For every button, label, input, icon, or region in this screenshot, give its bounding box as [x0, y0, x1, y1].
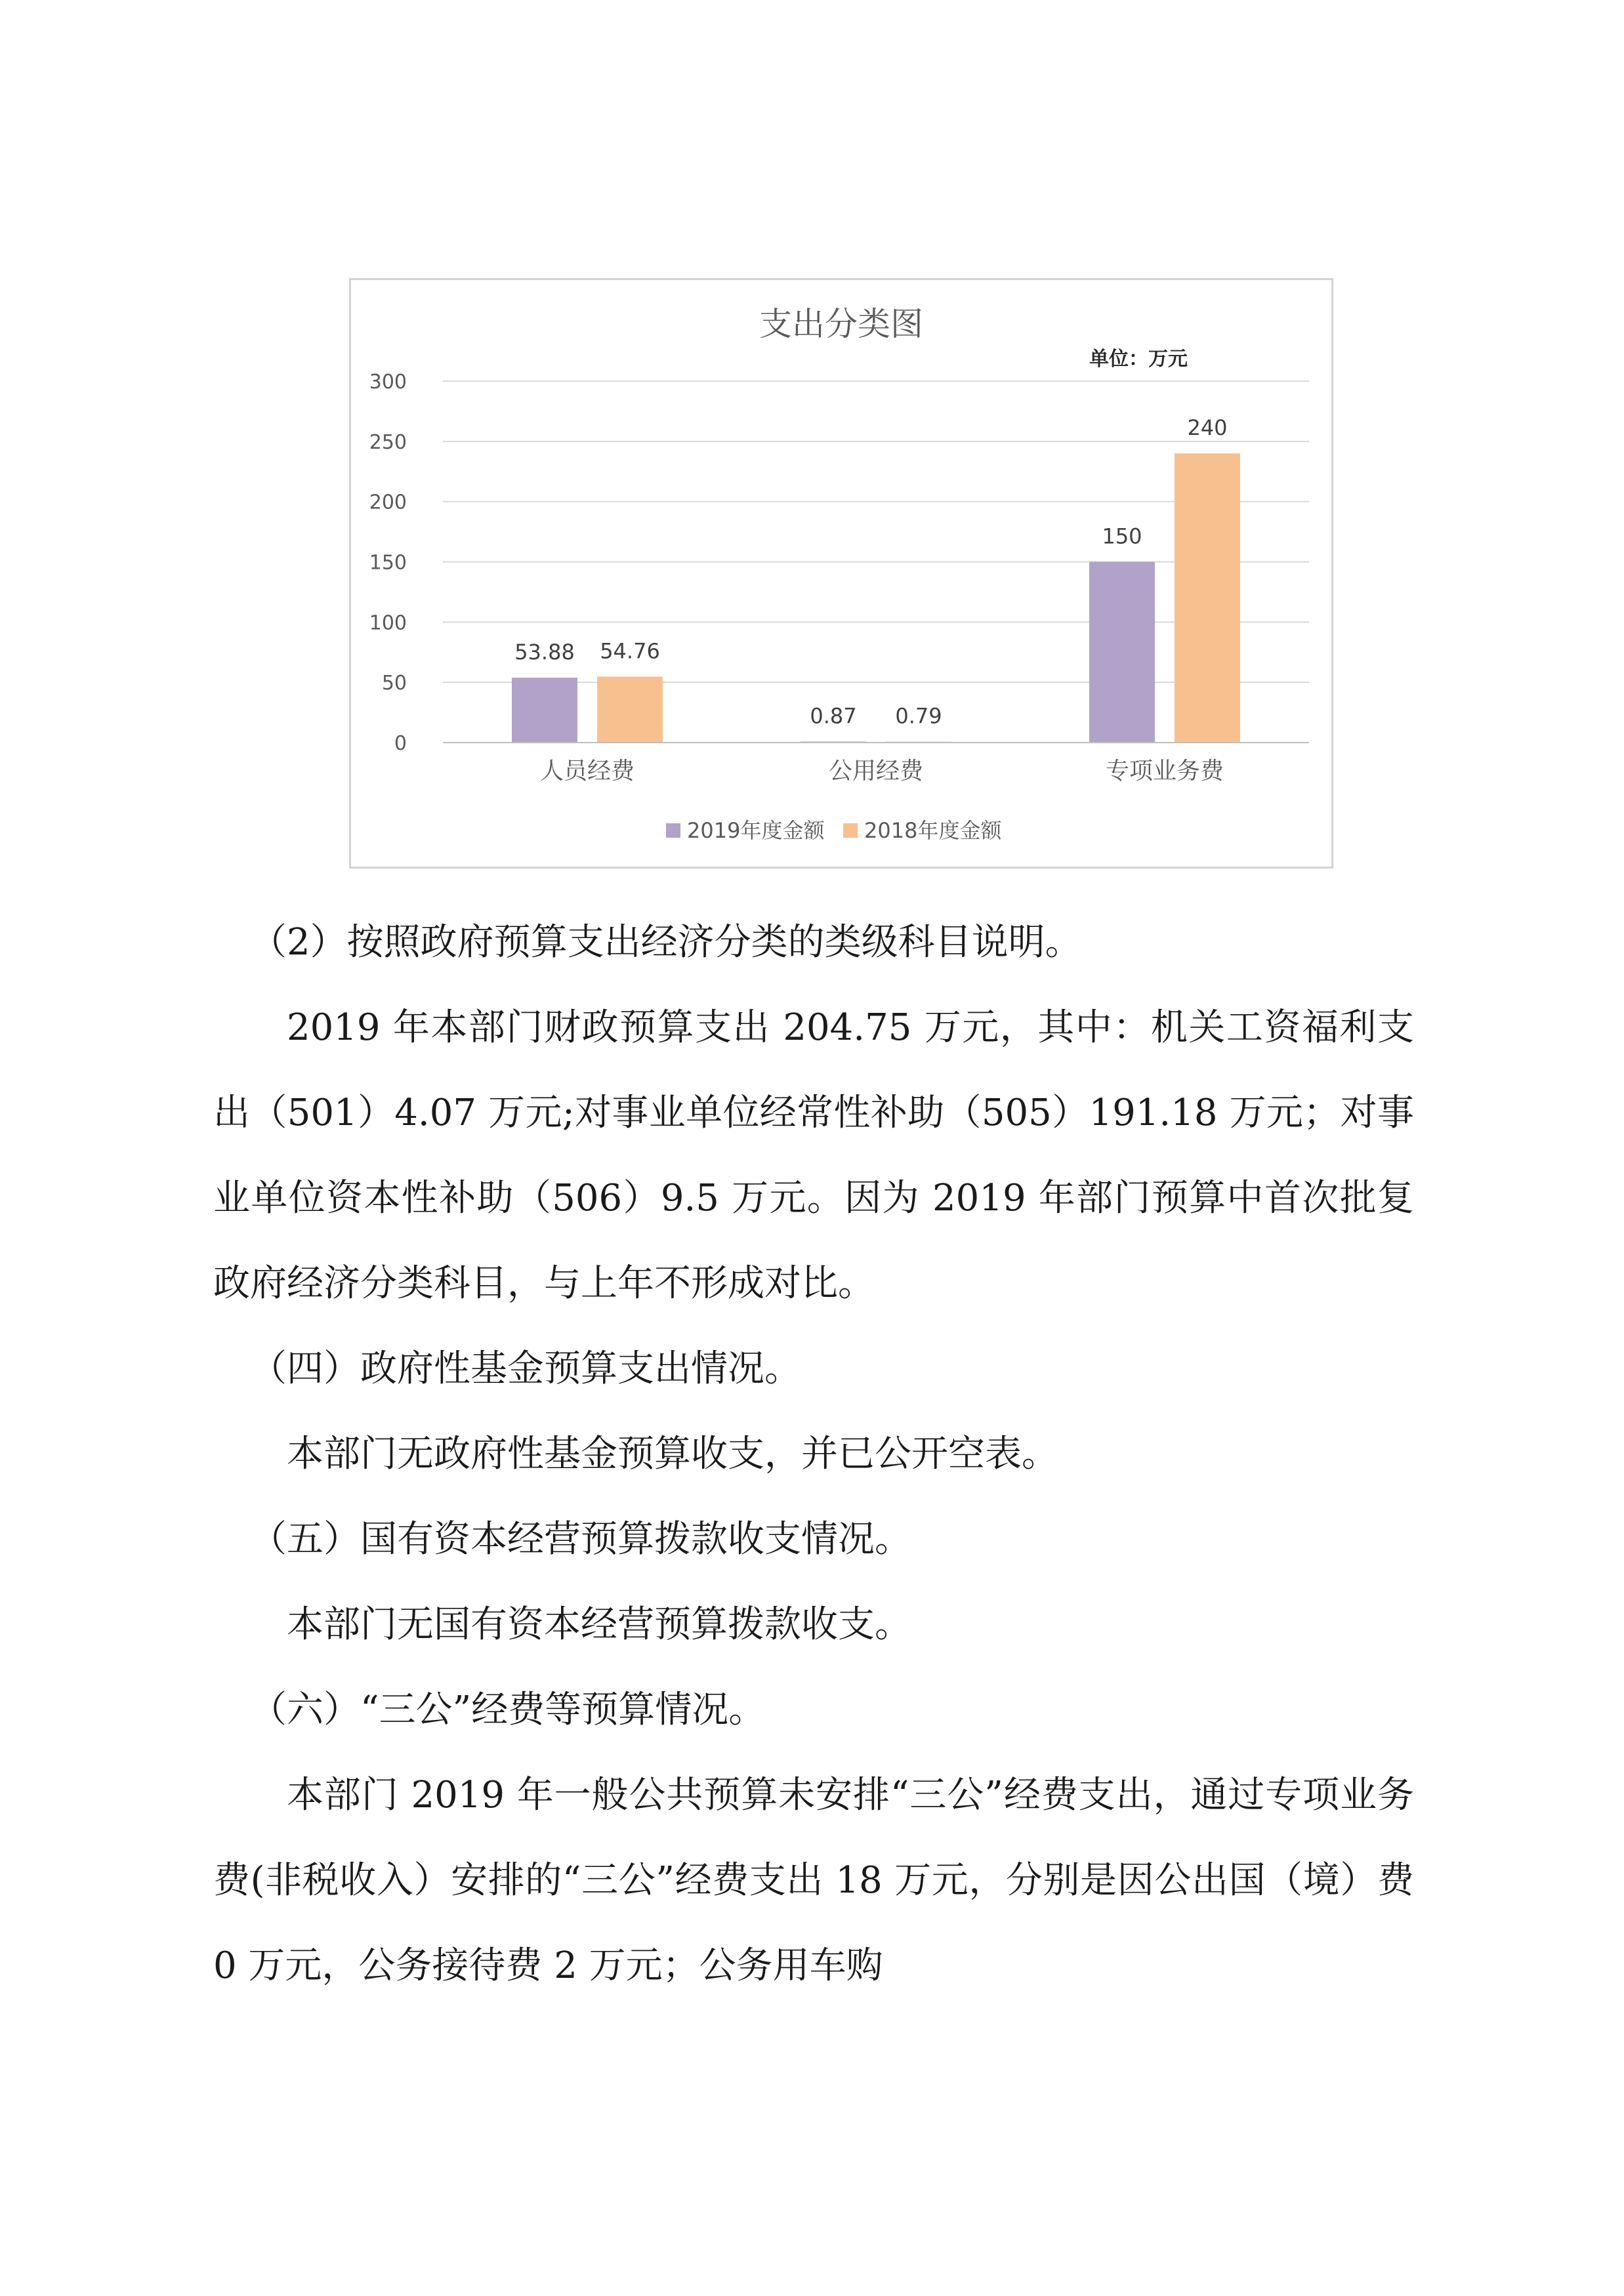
chart-legend: [666, 818, 1002, 843]
y-tick-label: 100: [369, 611, 407, 635]
bar-data-label: 0.79: [895, 703, 942, 729]
bar-data-label: 54.76: [600, 638, 660, 664]
chart-canvas: [351, 280, 1331, 867]
bar-data-label: 240: [1187, 415, 1228, 441]
section-heading-economic-classification: （2）按照政府预算支出经济分类的类级科目说明。: [250, 921, 1082, 964]
y-tick-label: 50: [381, 672, 407, 695]
paragraph-government-fund: 本部门无政府性基金预算收支，并已公开空表。: [287, 1433, 1058, 1475]
legend-label: 2018年度金额: [864, 818, 1002, 843]
bar: [1175, 453, 1240, 743]
legend-label: 2019年度金额: [687, 818, 825, 843]
bar-data-label: 150: [1102, 523, 1142, 549]
x-category-label: 人员经费: [539, 758, 635, 785]
section-heading-state-capital: （五）国有资本经营预算拨款收支情况。: [250, 1518, 911, 1561]
section-heading-three-public: （六）“三公”经费等预算情况。: [250, 1689, 766, 1731]
section-heading-government-fund: （四）政府性基金预算支出情况。: [250, 1347, 801, 1390]
paragraph-state-capital: 本部门无国有资本经营预算拨款收支。: [287, 1603, 911, 1646]
x-category-label: 专项业务费: [1105, 758, 1224, 785]
y-axis: [369, 371, 407, 755]
y-tick-label: 250: [369, 430, 407, 454]
paragraph-economic-classification: 2019 年本部门财政预算支出 204.75 万元，其中：机关工资福利支出（501）4.07 万元;对事业单位经常性补助（505）191.18 万元；对事业单位资本性补助（506）9.5 万元。因为 2019 年部门预算中首次批复政府经济分类科目，与上年不形成对比。: [213, 1006, 1414, 1305]
x-axis: [443, 743, 1309, 785]
y-tick-label: 0: [394, 732, 407, 755]
bar: [512, 678, 577, 743]
paragraph-three-public: 本部门 2019 年一般公共预算未安排“三公”经费支出，通过专项业务费(非税收入）安排的“三公”经费支出 18 万元，分别是因公出国（境）费 0 万元，公务接待费 2 万元；公务用车购: [213, 1774, 1414, 1987]
legend-swatch: [843, 823, 858, 838]
bar: [597, 676, 663, 743]
bar-data-label: 53.88: [514, 640, 575, 665]
chart-bars: [512, 415, 1240, 743]
bar: [1089, 562, 1155, 743]
legend-swatch: [666, 823, 680, 838]
bar-data-label: 0.87: [810, 703, 857, 729]
chart-unit-label: 单位：万元: [1089, 348, 1188, 371]
y-tick-label: 150: [369, 551, 407, 575]
expenditure-chart: [349, 278, 1333, 869]
x-category-label: 公用经费: [828, 758, 924, 785]
y-tick-label: 300: [369, 371, 407, 394]
chart-title: 支出分类图: [759, 305, 923, 343]
y-tick-label: 200: [369, 491, 407, 514]
